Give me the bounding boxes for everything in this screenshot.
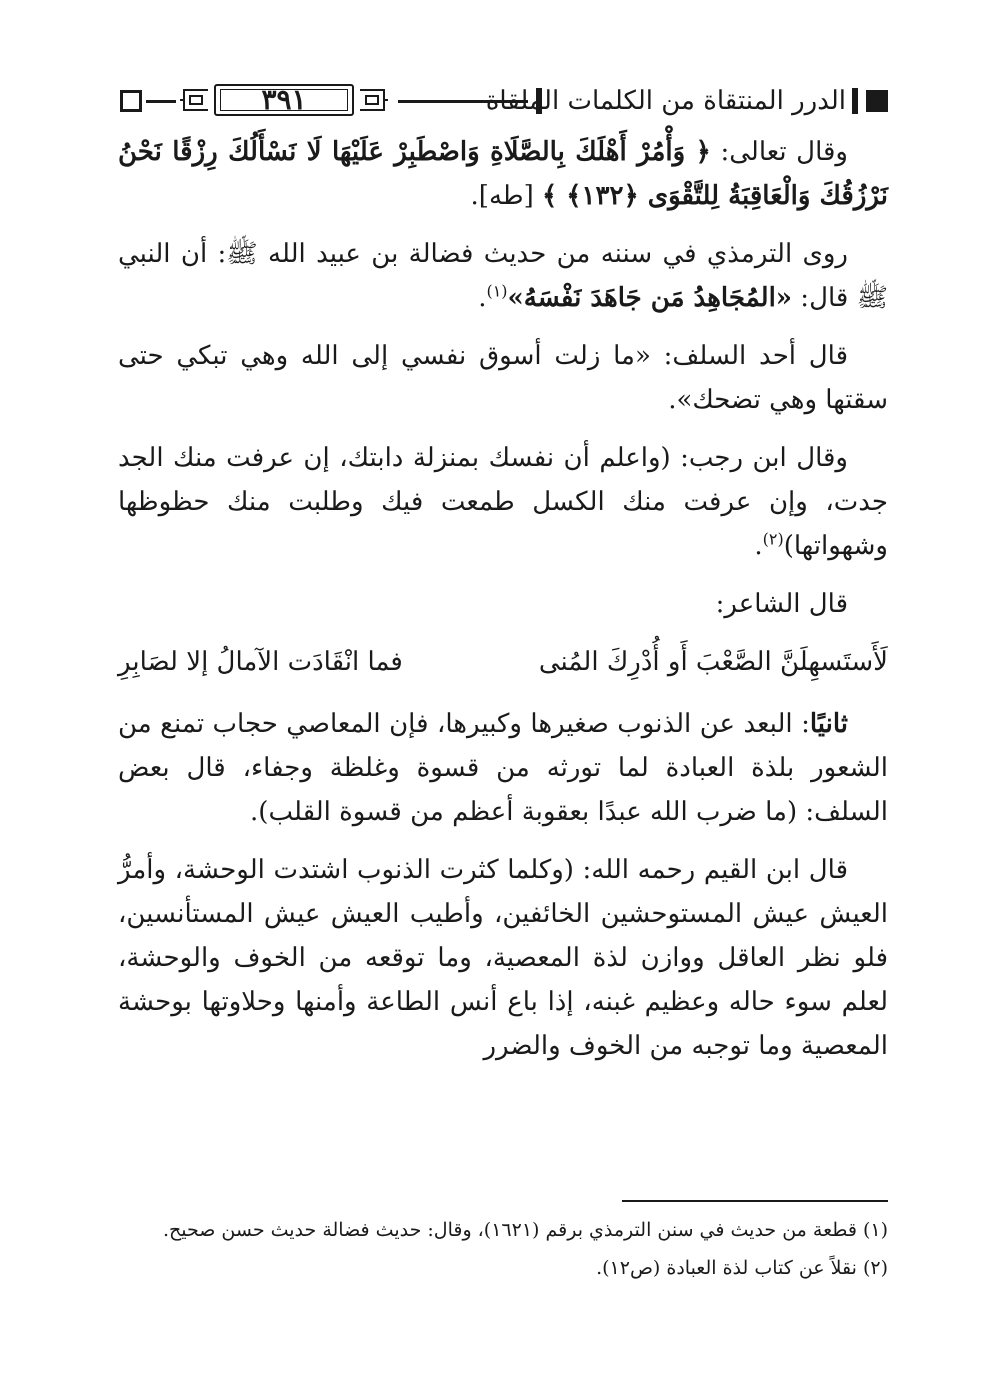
poem-second-hemistich: فما انْقَادَت الآمالُ إلا لصَابِرِ — [118, 647, 403, 677]
footnote-1: (١) قطعة من حديث في سنن الترمذي برقم (١٦٢١)، وقال: حديث فضالة حديث حسن صحيح. — [162, 1219, 888, 1241]
paragraph-ibn-qayyim: قال ابن القيم رحمه الله: (وكلما كثرت الذنوب اشتدت الوحشة، وأمرُّ العيش عيش المستوحشين الخائفين، وأطيب العيش عيش المستأنسين، فلو نظر العاقل ووازن لذة المعصية، وما توقعه من الخوف والوحشة، لعلم سوء حاله وعظيم غبنه، إذا باع أنس الطاعة وأمنها وحلاوتها بوحشة المعصية وما توجبه من الخوف والضرر — [118, 855, 888, 1061]
header-hollow-square-ornament — [120, 90, 142, 112]
poem-verse — [118, 640, 888, 684]
footnote-marker: (٢) — [762, 529, 784, 549]
paragraph-quran-verse — [118, 130, 888, 218]
paragraph-end: . — [754, 531, 763, 561]
point-lead: ثانيًا — [809, 709, 848, 739]
hadith-text: «المُجَاهِدُ مَن جَاهَدَ نَفْسَهُ» — [507, 283, 793, 313]
point-text: : البعد عن الذنوب صغيرها وكبيرها، فإن المعاصي حجاب تمنع من الشعور بلذة العبادة لما تورثه من قسوة وغلظة وجفاء، قال بعض السلف: (ما ضرب الله عبدًا بعقوبة أعظم من قسوة القلب). — [118, 709, 888, 827]
verse-reference: [طه]. — [470, 181, 542, 211]
running-book-title: الدرر المنتقاة من الكلمات الملقاة — [485, 86, 846, 116]
header-bar-ornament — [852, 88, 858, 114]
corner-ornament-icon — [358, 86, 388, 114]
corner-ornament-icon — [180, 86, 210, 114]
paragraph-second-point — [118, 702, 888, 834]
verse-intro: وقال تعالى: — [710, 137, 848, 167]
quran-verse: ﴿ وَأْمُرْ أَهْلَكَ بِالصَّلَاةِ وَاصْطَبِرْ عَلَيْهَا لَا نَسْأَلُكَ رِزْقًا نَحْنُ نَرْزُقُكَ وَالْعَاقِبَةُ لِلتَّقْوَى ﴿١٣٢﴾ ﴾ — [118, 137, 888, 211]
page-number: ٣٩١ — [261, 83, 307, 116]
paragraph-hadith — [118, 232, 888, 320]
footnote-marker: (١) — [486, 281, 508, 301]
hadith-intro: روى الترمذي في سننه من حديث فضالة بن عبيد الله ﷺ: أن النبي ﷺ قال: — [118, 239, 888, 313]
paragraph-salaf-quote: قال أحد السلف: «ما زلت أسوق نفسي إلى الله وهي تبكي حتى سقتها وهي تضحك». — [118, 341, 888, 415]
paragraph-end: . — [478, 283, 487, 313]
header-solid-square-ornament — [866, 90, 888, 112]
page-number-box — [178, 82, 390, 120]
footnotes — [118, 1214, 888, 1290]
poem-first-hemistich: لَأَستَسهِلَنَّ الصَّعْبَ أَو أُدْرِكَ المُنى — [538, 647, 888, 677]
header-rule-left — [146, 100, 176, 103]
footnote-separator — [622, 1200, 888, 1202]
page-body — [118, 130, 888, 1082]
ibn-rajab-quote: وقال ابن رجب: (واعلم أن نفسك بمنزلة دابتك، إن عرفت منك الجد جدت، وإن عرفت منك الكسل طمعت فيك وطلبت منك حظوظها وشهواتها) — [118, 443, 888, 561]
paragraph-poet-intro: قال الشاعر: — [715, 589, 848, 619]
paragraph-ibn-rajab — [118, 436, 888, 568]
page-header — [118, 82, 888, 122]
footnote-2: (٢) نقلاً عن كتاب لذة العبادة (ص١٢). — [596, 1257, 888, 1279]
